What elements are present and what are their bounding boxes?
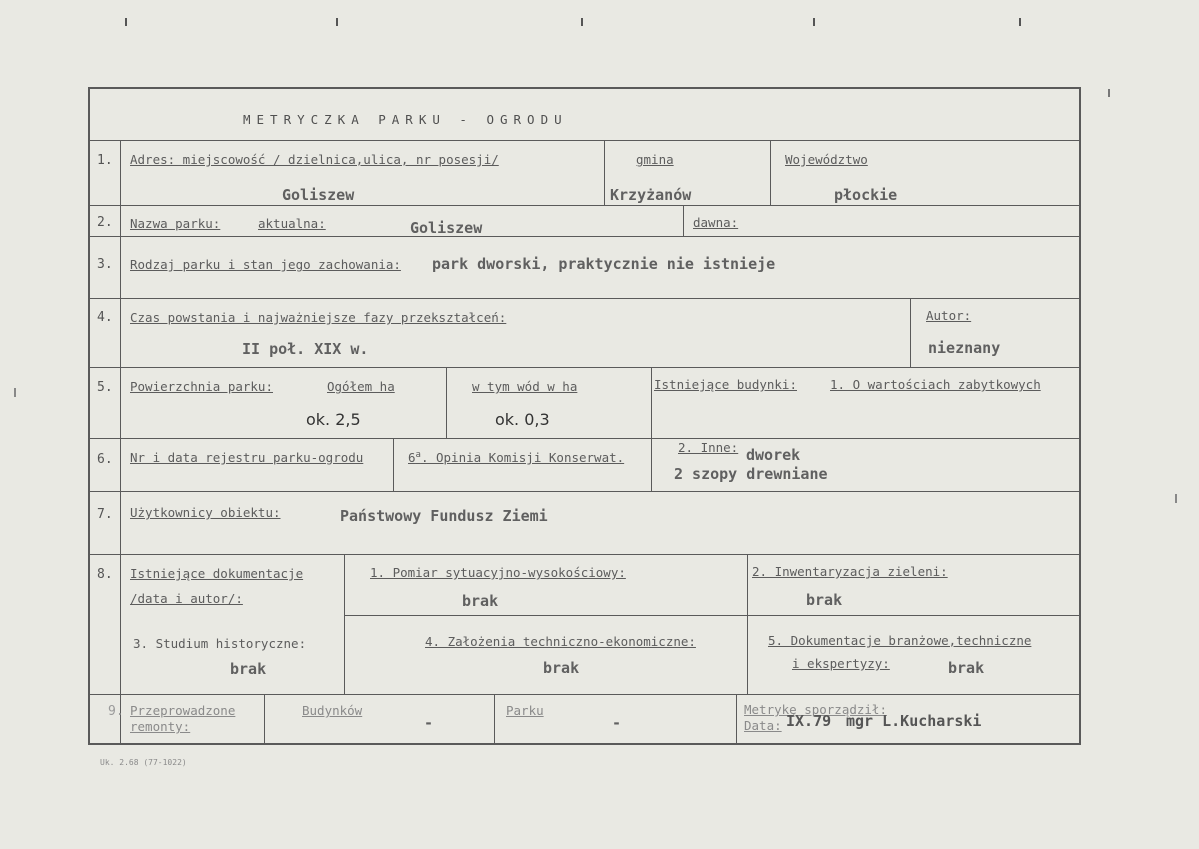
users-value: Państwowy Fundusz Ziemi	[340, 507, 548, 525]
branch-docs-value: brak	[948, 659, 985, 677]
buildings-label: Istniejące budynki:	[654, 377, 797, 392]
wojewodztwo-value: płockie	[834, 186, 898, 204]
gmina-value: Krzyżanów	[610, 186, 692, 204]
repairs-label: remonty:	[130, 719, 191, 734]
repairs-park-value: -	[612, 714, 622, 732]
author-value: nieznany	[928, 339, 1001, 357]
repairs-buildings-value: -	[424, 714, 434, 732]
branch-docs-label: i ekspertyzy:	[792, 656, 890, 671]
park-type-label: Rodzaj parku i stan jego zachowania:	[130, 257, 401, 272]
row-number: 8.	[97, 567, 113, 582]
tech-econ-label: 4. Założenia techniczno-ekonomiczne:	[425, 634, 696, 649]
author-label: Autor:	[926, 308, 972, 323]
top-mark	[813, 18, 815, 26]
top-mark	[125, 18, 127, 26]
register-label: Nr i data rejestru parku-ogrodu	[130, 450, 364, 465]
row-number: 4.	[97, 310, 113, 325]
address-label: Adres: miejscowość / dzielnica,ulica, nr posesji/	[130, 152, 499, 167]
margin-mark	[1175, 494, 1177, 503]
greenery-label: 2. Inwentaryzacja zieleni:	[752, 564, 948, 579]
survey-value: brak	[462, 592, 499, 610]
former-name-label: dawna:	[693, 215, 739, 230]
water-area-value: ok. 0,3	[495, 410, 550, 429]
margin-mark	[14, 388, 16, 397]
area-label: Powierzchnia parku:	[130, 379, 273, 394]
survey-label: 1. Pomiar sytuacyjno-wysokościowy:	[370, 565, 626, 580]
print-code: Uk. 2.68 (77-1022)	[100, 758, 187, 767]
other-buildings-label: 2. Inne:	[678, 440, 739, 455]
top-mark	[336, 18, 338, 26]
margin-mark	[1108, 89, 1110, 97]
buildings-historic-label: 1. O wartościach zabytkowych	[830, 377, 1041, 392]
address-value: Goliszew	[282, 186, 355, 204]
row-number: 9.	[108, 704, 124, 719]
date-label: Data:	[744, 718, 782, 733]
row-number: 2.	[97, 215, 113, 230]
branch-docs-label: 5. Dokumentacje branżowe,techniczne	[768, 633, 1032, 648]
date-value: IX.79	[786, 712, 832, 730]
greenery-value: brak	[806, 591, 843, 609]
other-buildings-value: dworek	[746, 446, 801, 464]
history-study-label: 3. Studium historyczne:	[133, 636, 307, 651]
total-area-label: Ogółem ha	[327, 379, 395, 394]
row-number: 5.	[97, 380, 113, 395]
repairs-buildings-label: Budynków	[302, 703, 363, 718]
other-buildings-value: 2 szopy drewniane	[674, 465, 828, 483]
row-number: 7.	[97, 507, 113, 522]
park-type-value: park dworski, praktycznie nie istnieje	[432, 255, 776, 273]
repairs-label: Przeprowadzone	[130, 703, 236, 718]
top-mark	[1019, 18, 1021, 26]
origin-value: II poł. XIX w.	[242, 340, 369, 358]
origin-label: Czas powstania i najważniejsze fazy przekształceń:	[130, 310, 507, 325]
water-area-label: w tym wód w ha	[472, 379, 578, 394]
opinion-label: 6$^a$. Opinia Komisji Konserwat.	[408, 450, 625, 466]
current-name-value: Goliszew	[410, 219, 483, 237]
docs-label: /data i autor/:	[130, 591, 243, 606]
top-mark	[581, 18, 583, 26]
tech-econ-value: brak	[543, 659, 580, 677]
wojewodztwo-label: Województwo	[785, 152, 868, 167]
row-number: 6.	[97, 452, 113, 467]
total-area-value: ok. 2,5	[306, 410, 361, 429]
park-name-label: Nazwa parku:	[130, 216, 221, 231]
repairs-park-label: Parku	[506, 703, 544, 718]
form-title: METRYCZKA PARKU - OGRODU	[243, 112, 568, 127]
current-name-label: aktualna:	[258, 216, 326, 231]
prepared-by-label: Metrykę sporządził:	[744, 702, 887, 717]
row-number: 3.	[97, 257, 113, 272]
history-study-value: brak	[230, 660, 267, 678]
prepared-by-value: mgr L.Kucharski	[846, 712, 982, 730]
docs-label: Istniejące dokumentacje	[130, 566, 304, 581]
users-label: Użytkownicy obiektu:	[130, 505, 281, 520]
gmina-label: gmina	[636, 152, 674, 167]
row-number: 1.	[97, 153, 113, 168]
